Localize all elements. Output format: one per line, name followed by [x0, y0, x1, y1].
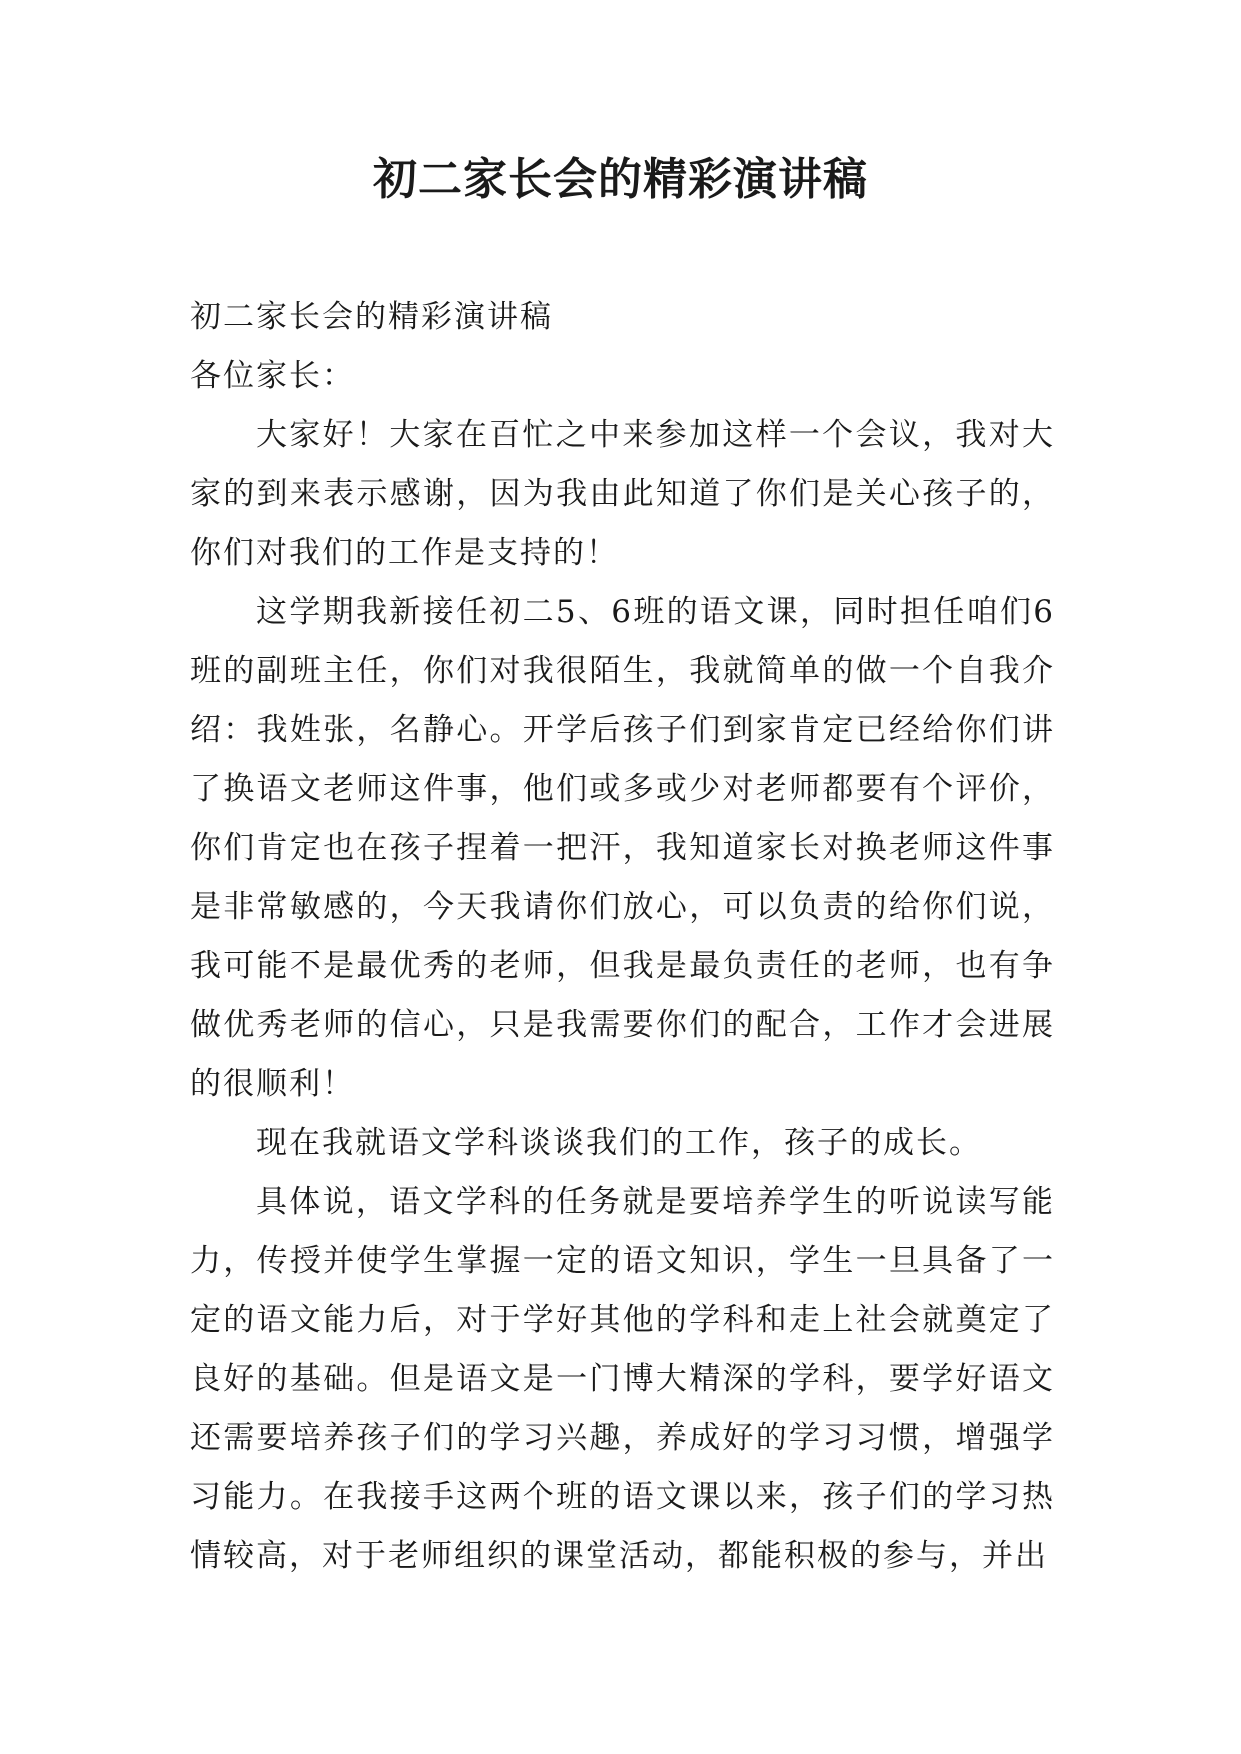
document-subtitle: 初二家长会的精彩演讲稿 [190, 299, 553, 335]
paragraph-chinese-subject: 具体说，语文学科的任务就是要培养学生的听说读写能力，传授并使学生掌握一定的语文知识，学生一旦具备了一定的语文能力后，对于学好其他的学科和走上社会就奠定了良好的基础。但是语文是一门博大精深的学科，要学好语文还需要培养孩子们的学习兴趣，养成好的学习习惯，增强学习能力。在我接手这两个班的语文课以来，孩子们的学习热情较高，对于老师组织的课堂活动，都能积极的参与，并出 [190, 1184, 1055, 1574]
paragraph-greeting: 大家好！大家在百忙之中来参加这样一个会议，我对大家的到来表示感谢，因为我由此知道了你们是关心孩子的，你们对我们的工作是支持的！ [190, 417, 1055, 571]
paragraph-topic: 现在我就语文学科谈谈我们的工作，孩子的成长。 [256, 1125, 982, 1161]
salutation: 各位家长： [190, 358, 355, 394]
paragraph-introduction: 这学期我新接任初二5、6班的语文课，同时担任咱们6班的副班主任，你们对我很陌生，我就简单的做一个自我介绍：我姓张，名静心。开学后孩子们到家肯定已经给你们讲了换语文老师这件事，他们或多或少对老师都要有个评价，你们肯定也在孩子捏着一把汗，我知道家长对换老师这件事是非常敏感的，今天我请你们放心，可以负责的给你们说，我可能不是最优秀的老师，但我是最负责任的老师，也有争做优秀老师的信心，只是我需要你们的配合，工作才会进展的很顺利！ [190, 594, 1055, 1102]
document-body [190, 288, 1055, 1586]
document-title: 初二家长会的精彩演讲稿 [373, 154, 868, 205]
